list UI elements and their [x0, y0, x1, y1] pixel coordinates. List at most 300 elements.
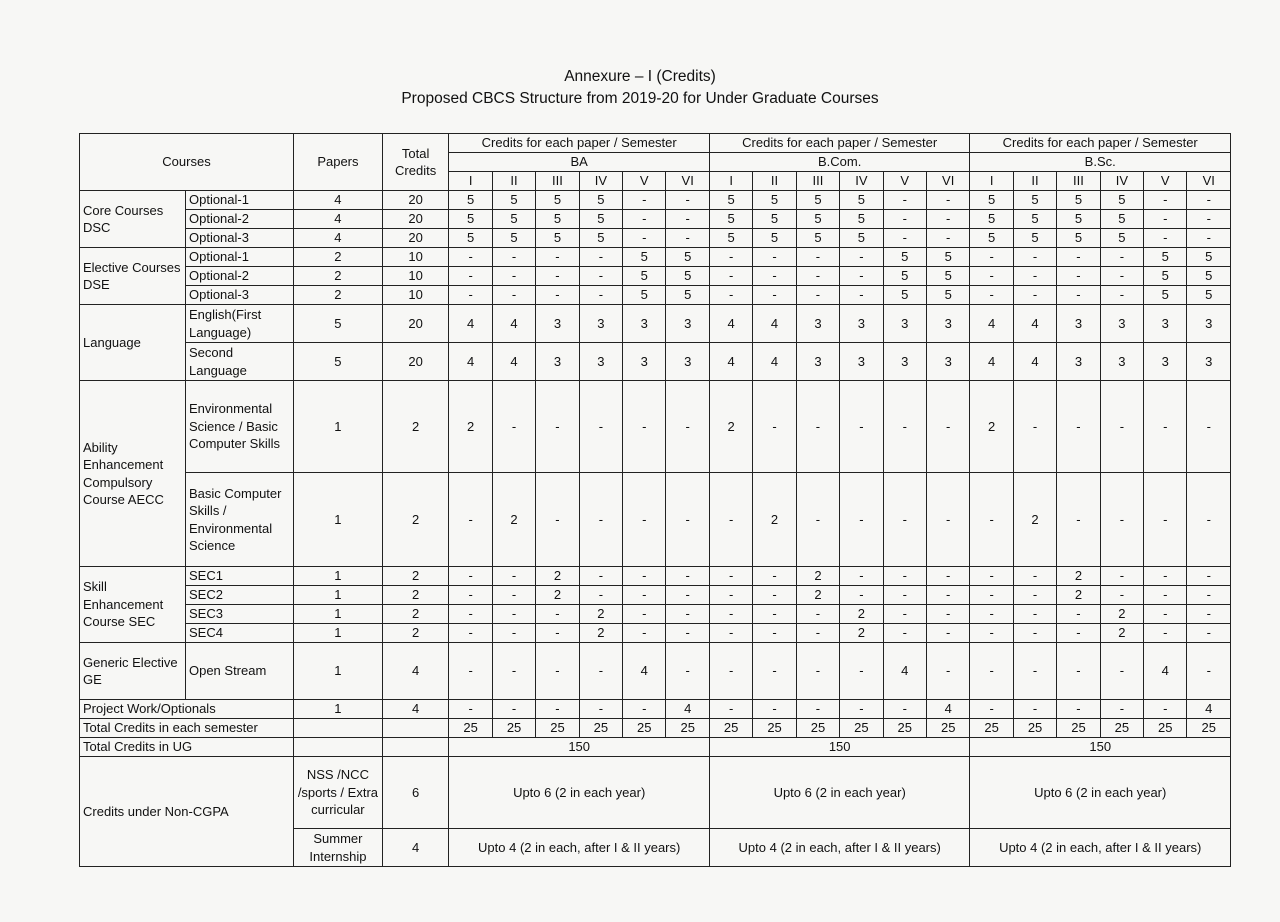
semester-credit-cell: 3 — [1144, 305, 1187, 343]
header-semester: II — [492, 172, 535, 191]
semester-credit-cell: - — [1057, 248, 1100, 267]
semester-credit-cell: 3 — [1187, 305, 1231, 343]
semester-credit-cell: 5 — [1100, 210, 1143, 229]
total-credits-cell: 10 — [382, 248, 449, 267]
semester-credit-cell: - — [579, 586, 622, 605]
semester-credit-cell: 5 — [1057, 210, 1100, 229]
semester-credit-cell: 2 — [492, 473, 535, 567]
course-sub-label: English(First Language) — [185, 305, 293, 343]
semester-credit-cell: - — [926, 191, 969, 210]
semester-credit-cell: - — [1187, 210, 1231, 229]
semester-credit-cell: - — [840, 381, 883, 473]
semester-credit-cell: 5 — [1057, 191, 1100, 210]
non-cgpa-type: NSS /NCC /sports / Extra curricular — [294, 757, 383, 829]
semester-credit-cell: - — [883, 586, 926, 605]
semester-credit-cell: - — [796, 286, 839, 305]
semester-credit-cell: 5 — [1100, 229, 1143, 248]
papers-cell: 4 — [294, 229, 383, 248]
semester-credit-cell: 4 — [666, 700, 709, 719]
semester-credit-cell: - — [449, 700, 492, 719]
course-row — [80, 267, 1231, 286]
semester-credit-cell: 3 — [1057, 305, 1100, 343]
semester-credit-cell: - — [1144, 381, 1187, 473]
semester-credit-cell: - — [883, 473, 926, 567]
semester-credit-cell: - — [970, 700, 1013, 719]
semester-credit-cell: - — [492, 248, 535, 267]
semester-credit-cell: - — [796, 605, 839, 624]
semester-credit-cell: - — [579, 643, 622, 700]
semester-credit-cell: - — [796, 624, 839, 643]
semester-credit-cell: - — [1144, 229, 1187, 248]
credits-table-body — [80, 134, 1231, 867]
semester-credit-cell: - — [1057, 605, 1100, 624]
semester-credit-cell: 4 — [709, 343, 752, 381]
semester-credit-cell: - — [1100, 248, 1143, 267]
semester-credit-cell: - — [579, 381, 622, 473]
semester-total-cell: 25 — [709, 719, 752, 738]
course-row — [80, 605, 1231, 624]
total-credits-cell: 20 — [382, 229, 449, 248]
semester-credit-cell: - — [840, 248, 883, 267]
course-group-label: Elective Courses DSE — [80, 248, 186, 305]
semester-credit-cell: 2 — [1057, 586, 1100, 605]
semester-credit-cell: - — [1013, 624, 1056, 643]
header-row-group — [80, 134, 1231, 153]
semester-credit-cell: - — [1187, 624, 1231, 643]
semester-credit-cell: - — [970, 248, 1013, 267]
non-cgpa-text: Upto 4 (2 in each, after I & II years) — [449, 829, 710, 867]
semester-credit-cell: - — [1100, 586, 1143, 605]
semester-credit-cell: - — [579, 473, 622, 567]
semester-credit-cell: - — [536, 700, 579, 719]
semester-credit-cell: - — [709, 473, 752, 567]
semester-credit-cell: 3 — [883, 343, 926, 381]
semester-credit-cell: 5 — [623, 267, 666, 286]
credits-table — [79, 133, 1231, 867]
semester-credit-cell: 5 — [840, 191, 883, 210]
semester-credit-cell: 5 — [1187, 286, 1231, 305]
course-row — [80, 248, 1231, 267]
semester-credit-cell: - — [796, 381, 839, 473]
semester-credit-cell: 2 — [536, 567, 579, 586]
semester-credit-cell: - — [623, 210, 666, 229]
header-credits-per-semester: Credits for each paper / Semester — [970, 134, 1231, 153]
course-group-label: Language — [80, 305, 186, 381]
semester-credit-cell: 5 — [883, 248, 926, 267]
semester-credit-cell: 5 — [666, 267, 709, 286]
semester-credit-cell: - — [492, 286, 535, 305]
semester-credit-cell: - — [709, 567, 752, 586]
header-semester: II — [753, 172, 796, 191]
semester-credit-cell: 5 — [926, 267, 969, 286]
semester-credit-cell: - — [709, 586, 752, 605]
semester-credit-cell: 4 — [1187, 700, 1231, 719]
semester-credit-cell: - — [840, 586, 883, 605]
course-row — [80, 567, 1231, 586]
ug-total-row — [80, 738, 1231, 757]
total-credits-cell: 4 — [382, 700, 449, 719]
header-semester: III — [796, 172, 839, 191]
course-sub-label: Optional-3 — [185, 229, 293, 248]
semester-credit-cell: - — [1057, 267, 1100, 286]
semester-credit-cell: 4 — [1013, 305, 1056, 343]
semester-credit-cell: - — [883, 567, 926, 586]
course-sub-label: SEC2 — [185, 586, 293, 605]
project-label: Project Work/Optionals — [80, 700, 294, 719]
semester-credit-cell: 5 — [1057, 229, 1100, 248]
semester-credit-cell: - — [1100, 286, 1143, 305]
course-sub-label: Second Language — [185, 343, 293, 381]
semester-credit-cell: - — [840, 267, 883, 286]
semester-credit-cell: 5 — [709, 191, 752, 210]
semester-credit-cell: - — [1057, 624, 1100, 643]
semester-credit-cell: 2 — [970, 381, 1013, 473]
semester-credit-cell: - — [970, 473, 1013, 567]
course-row — [80, 229, 1231, 248]
ug-total-cell: 150 — [709, 738, 970, 757]
semester-credit-cell: - — [666, 586, 709, 605]
header-semester: V — [883, 172, 926, 191]
course-sub-label: Optional-2 — [185, 210, 293, 229]
project-row — [80, 700, 1231, 719]
semester-credit-cell: - — [666, 567, 709, 586]
semester-credit-cell: 5 — [970, 229, 1013, 248]
semester-credit-cell: - — [1144, 473, 1187, 567]
semester-credit-cell: 5 — [536, 229, 579, 248]
semester-credit-cell: 4 — [753, 343, 796, 381]
course-row — [80, 191, 1231, 210]
semester-credit-cell: - — [796, 248, 839, 267]
semester-credit-cell: 2 — [1100, 624, 1143, 643]
semester-credit-cell: - — [753, 248, 796, 267]
semester-credit-cell: - — [840, 643, 883, 700]
semester-total-cell: 25 — [623, 719, 666, 738]
course-row — [80, 343, 1231, 381]
semester-credit-cell: - — [579, 700, 622, 719]
semester-credit-cell: 5 — [796, 210, 839, 229]
semester-credit-cell: 2 — [579, 624, 622, 643]
semester-credit-cell: - — [1013, 286, 1056, 305]
semester-credit-cell: 5 — [579, 191, 622, 210]
non-cgpa-total: 6 — [382, 757, 449, 829]
papers-cell: 5 — [294, 305, 383, 343]
semester-credit-cell: 3 — [926, 343, 969, 381]
semester-credit-cell: - — [709, 286, 752, 305]
semester-credit-cell: 5 — [840, 229, 883, 248]
semester-credit-cell: - — [666, 624, 709, 643]
semester-credit-cell: 4 — [926, 700, 969, 719]
semester-credit-cell: - — [840, 567, 883, 586]
semester-credit-cell: - — [1100, 473, 1143, 567]
semester-credit-cell: - — [449, 643, 492, 700]
semester-credit-cell: - — [666, 210, 709, 229]
semester-credit-cell: 3 — [536, 343, 579, 381]
semester-credit-cell: - — [926, 605, 969, 624]
semester-credit-cell: 5 — [753, 191, 796, 210]
semester-credit-cell: - — [1100, 267, 1143, 286]
semester-credit-cell: 3 — [666, 305, 709, 343]
course-sub-label: Optional-3 — [185, 286, 293, 305]
course-group-label: Core Courses DSC — [80, 191, 186, 248]
semester-credit-cell: 2 — [536, 586, 579, 605]
semester-credit-cell: 5 — [579, 210, 622, 229]
header-total-credits: Total Credits — [382, 134, 449, 191]
semester-total-cell: 25 — [970, 719, 1013, 738]
non-cgpa-text: Upto 6 (2 in each year) — [709, 757, 970, 829]
course-row — [80, 286, 1231, 305]
semester-credit-cell: 3 — [796, 343, 839, 381]
header-semester: II — [1013, 172, 1056, 191]
semester-total-cell: 25 — [1100, 719, 1143, 738]
total-credits-cell: 20 — [382, 343, 449, 381]
semester-total-cell: 25 — [1187, 719, 1231, 738]
semester-credit-cell: 2 — [579, 605, 622, 624]
non-cgpa-type: Summer Internship — [294, 829, 383, 867]
header-semester: VI — [1187, 172, 1231, 191]
semester-credit-cell: - — [970, 286, 1013, 305]
semester-credit-cell: - — [666, 381, 709, 473]
semester-credit-cell: 5 — [1013, 191, 1056, 210]
semester-total-cell: 25 — [840, 719, 883, 738]
semester-credit-cell: - — [1057, 473, 1100, 567]
empty-cell — [294, 719, 383, 738]
semester-credit-cell: 4 — [970, 305, 1013, 343]
total-credits-cell: 2 — [382, 381, 449, 473]
non-cgpa-text: Upto 4 (2 in each, after I & II years) — [970, 829, 1231, 867]
semester-credit-cell: - — [883, 381, 926, 473]
semester-credit-cell: - — [623, 605, 666, 624]
header-credits-per-semester: Credits for each paper / Semester — [449, 134, 710, 153]
semester-credit-cell: - — [536, 473, 579, 567]
semester-credit-cell: - — [536, 286, 579, 305]
semester-credit-cell: 2 — [840, 624, 883, 643]
semester-credit-cell: 3 — [1057, 343, 1100, 381]
semester-credit-cell: - — [449, 248, 492, 267]
semester-credit-cell: - — [623, 191, 666, 210]
semester-credit-cell: 4 — [492, 343, 535, 381]
course-row — [80, 586, 1231, 605]
semester-credit-cell: 4 — [970, 343, 1013, 381]
total-credits-cell: 20 — [382, 305, 449, 343]
semester-credit-cell: - — [1013, 267, 1056, 286]
semester-credit-cell: 5 — [753, 210, 796, 229]
semester-credit-cell: 3 — [796, 305, 839, 343]
empty-cell — [382, 719, 449, 738]
semester-total-cell: 25 — [796, 719, 839, 738]
semester-credit-cell: 5 — [709, 210, 752, 229]
header-semester: VI — [926, 172, 969, 191]
semester-credit-cell: - — [536, 248, 579, 267]
semester-credit-cell: - — [1187, 381, 1231, 473]
semester-credit-cell: 4 — [623, 643, 666, 700]
course-row — [80, 624, 1231, 643]
semester-credit-cell: - — [753, 605, 796, 624]
semester-credit-cell: - — [492, 643, 535, 700]
header-semester: V — [623, 172, 666, 191]
semester-credit-cell: 4 — [709, 305, 752, 343]
semester-credit-cell: - — [1144, 586, 1187, 605]
header-semester: I — [970, 172, 1013, 191]
semester-credit-cell: - — [796, 267, 839, 286]
semester-credit-cell: 5 — [492, 191, 535, 210]
semester-credit-cell: - — [1100, 700, 1143, 719]
semester-credit-cell: 5 — [579, 229, 622, 248]
semester-credit-cell: - — [926, 210, 969, 229]
semester-credit-cell: - — [883, 605, 926, 624]
total-credits-cell: 10 — [382, 267, 449, 286]
course-group-label: Generic Elective GE — [80, 643, 186, 700]
semester-credit-cell: - — [1013, 643, 1056, 700]
semester-credit-cell: - — [1013, 567, 1056, 586]
header-semester: IV — [579, 172, 622, 191]
non-cgpa-row — [80, 757, 1231, 829]
semester-credit-cell: - — [449, 267, 492, 286]
course-sub-label: SEC4 — [185, 624, 293, 643]
semester-credit-cell: - — [492, 267, 535, 286]
semester-credit-cell: 3 — [623, 305, 666, 343]
semester-credit-cell: - — [1013, 700, 1056, 719]
semester-credit-cell: 3 — [840, 305, 883, 343]
semester-credit-cell: 5 — [926, 286, 969, 305]
semester-credit-cell: 3 — [536, 305, 579, 343]
semester-credit-cell: - — [926, 586, 969, 605]
semester-credit-cell: - — [449, 605, 492, 624]
total-credits-cell: 20 — [382, 210, 449, 229]
semester-credit-cell: 5 — [1144, 248, 1187, 267]
semester-credit-cell: - — [623, 381, 666, 473]
total-credits-cell: 10 — [382, 286, 449, 305]
semester-credit-cell: 5 — [1144, 267, 1187, 286]
course-group-label: Ability Enhancement Compulsory Course AECC — [80, 381, 186, 567]
semester-credit-cell: - — [970, 267, 1013, 286]
semester-credit-cell: 5 — [840, 210, 883, 229]
semester-credit-cell: - — [623, 624, 666, 643]
papers-cell: 2 — [294, 286, 383, 305]
header-semester: I — [709, 172, 752, 191]
semester-credit-cell: 5 — [449, 229, 492, 248]
semester-credit-cell: - — [1057, 700, 1100, 719]
total-credits-cell: 2 — [382, 586, 449, 605]
semester-credit-cell: - — [1057, 381, 1100, 473]
semester-credit-cell: - — [492, 567, 535, 586]
semester-total-cell: 25 — [536, 719, 579, 738]
semester-credit-cell: - — [449, 624, 492, 643]
total-credits-cell: 20 — [382, 191, 449, 210]
semester-credit-cell: - — [1013, 381, 1056, 473]
semester-credit-cell: 2 — [840, 605, 883, 624]
non-cgpa-text: Upto 6 (2 in each year) — [449, 757, 710, 829]
semester-credit-cell: - — [1013, 605, 1056, 624]
semester-credit-cell: - — [1144, 700, 1187, 719]
semester-credit-cell: - — [1187, 567, 1231, 586]
papers-cell: 1 — [294, 700, 383, 719]
semester-credit-cell: - — [1144, 210, 1187, 229]
semester-credit-cell: 2 — [449, 381, 492, 473]
semester-total-cell: 25 — [926, 719, 969, 738]
semester-credit-cell: - — [709, 605, 752, 624]
semester-credit-cell: - — [1144, 191, 1187, 210]
semester-credit-cell: - — [796, 643, 839, 700]
semester-credit-cell: - — [536, 605, 579, 624]
document-subtitle: Proposed CBCS Structure from 2019-20 for Under Graduate Courses — [401, 90, 879, 107]
course-sub-label: SEC3 — [185, 605, 293, 624]
semester-total-cell: 25 — [492, 719, 535, 738]
semester-credit-cell: 5 — [1013, 229, 1056, 248]
semester-credit-cell: 4 — [1013, 343, 1056, 381]
semester-credit-cell: - — [1187, 586, 1231, 605]
semester-credit-cell: - — [623, 473, 666, 567]
non-cgpa-label: Credits under Non-CGPA — [80, 757, 294, 867]
papers-cell: 1 — [294, 567, 383, 586]
semester-credit-cell: - — [709, 624, 752, 643]
semester-total-cell: 25 — [449, 719, 492, 738]
semester-credit-cell: 2 — [796, 586, 839, 605]
non-cgpa-text: Upto 6 (2 in each year) — [970, 757, 1231, 829]
semester-credit-cell: - — [449, 567, 492, 586]
semester-credit-cell: - — [1187, 643, 1231, 700]
semester-credit-cell: - — [753, 586, 796, 605]
papers-cell: 4 — [294, 191, 383, 210]
semester-credit-cell: - — [536, 267, 579, 286]
semester-credit-cell: 3 — [579, 305, 622, 343]
papers-cell: 1 — [294, 381, 383, 473]
semester-total-cell: 25 — [579, 719, 622, 738]
semester-credit-cell: - — [666, 191, 709, 210]
semester-credit-cell: - — [709, 248, 752, 267]
semester-credit-cell: 3 — [883, 305, 926, 343]
semester-credit-cell: - — [840, 700, 883, 719]
header-semester: III — [536, 172, 579, 191]
semester-credit-cell: - — [970, 586, 1013, 605]
semester-credit-cell: - — [753, 624, 796, 643]
semester-credit-cell: - — [883, 700, 926, 719]
semester-credit-cell: - — [796, 700, 839, 719]
header-program: B.Sc. — [970, 153, 1231, 172]
semester-credit-cell: - — [579, 248, 622, 267]
semester-total-cell: 25 — [1057, 719, 1100, 738]
semester-credit-cell: - — [1100, 381, 1143, 473]
semester-credit-cell: - — [536, 624, 579, 643]
semester-credit-cell: 5 — [536, 191, 579, 210]
semester-credit-cell: - — [753, 267, 796, 286]
semester-credit-cell: - — [536, 381, 579, 473]
semester-credit-cell: - — [709, 267, 752, 286]
semester-credit-cell: - — [623, 229, 666, 248]
total-credits-cell: 2 — [382, 605, 449, 624]
course-row — [80, 381, 1231, 473]
semester-credit-cell: 5 — [1100, 191, 1143, 210]
semester-credit-cell: - — [1057, 286, 1100, 305]
semester-credit-cell: 4 — [492, 305, 535, 343]
semester-credit-cell: 5 — [1013, 210, 1056, 229]
semester-credit-cell: - — [623, 586, 666, 605]
semester-credit-cell: - — [796, 473, 839, 567]
semester-total-cell: 25 — [1013, 719, 1056, 738]
semester-credit-cell: 5 — [449, 210, 492, 229]
semester-total-label: Total Credits in each semester — [80, 719, 294, 738]
semester-credit-cell: - — [753, 700, 796, 719]
header-program: BA — [449, 153, 710, 172]
semester-credit-cell: - — [1057, 643, 1100, 700]
semester-credit-cell: 3 — [840, 343, 883, 381]
papers-cell: 5 — [294, 343, 383, 381]
semester-credit-cell: 3 — [926, 305, 969, 343]
semester-credit-cell: - — [1013, 248, 1056, 267]
header-semester: VI — [666, 172, 709, 191]
semester-credit-cell: - — [840, 473, 883, 567]
semester-credit-cell: 3 — [1100, 305, 1143, 343]
semester-credit-cell: 5 — [970, 210, 1013, 229]
